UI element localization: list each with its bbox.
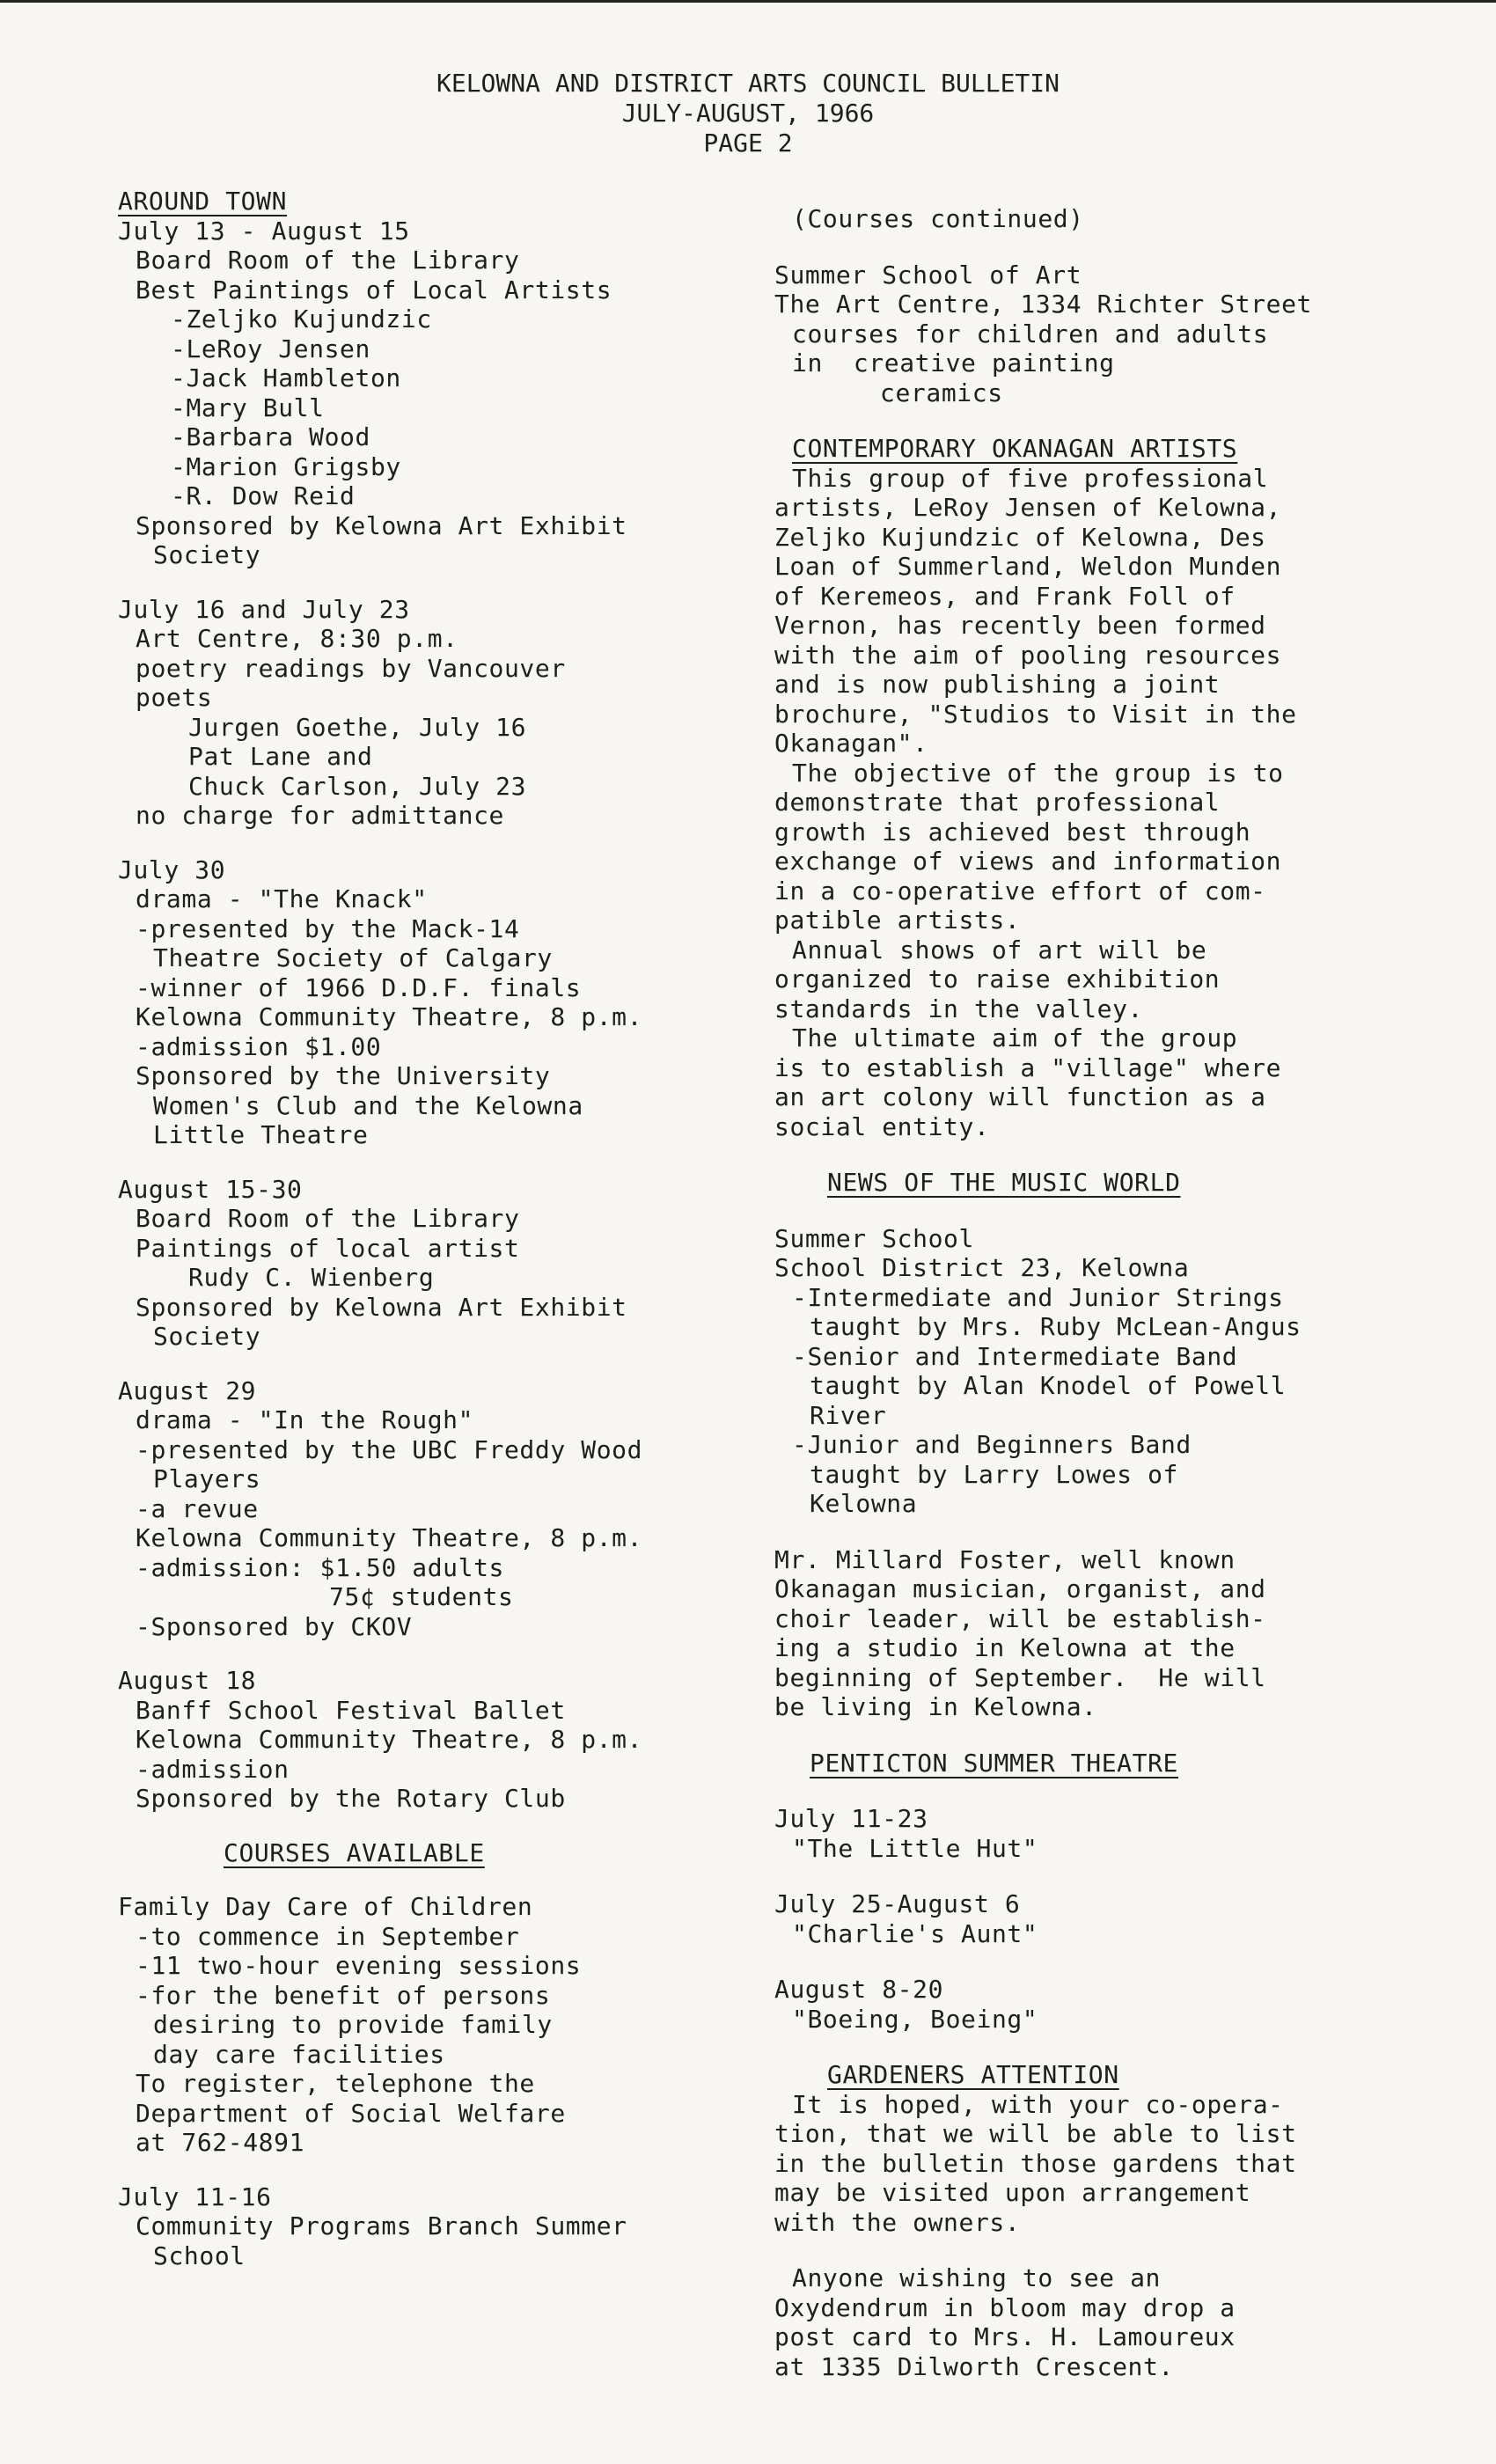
text-line: Mr. Millard Foster, well known <box>774 1544 1236 1574</box>
section-heading: GARDENERS ATTENTION <box>827 2060 1119 2089</box>
text-line: "Boeing, Boeing" <box>792 2004 1038 2034</box>
text-line: Pat Lane and <box>188 742 373 771</box>
text-line: River <box>810 1400 887 1430</box>
text-line: drama - "In the Rough" <box>136 1405 474 1434</box>
text-line: -Intermediate and Junior Strings <box>792 1282 1284 1312</box>
text-line: in the bulletin those gardens that <box>774 2148 1297 2178</box>
text-line: Players <box>153 1464 261 1493</box>
text-line: Paintings of local artist <box>136 1233 520 1263</box>
text-line: drama - "The Knack" <box>136 884 428 913</box>
text-line: tion, that we will be able to list <box>774 2119 1297 2148</box>
text-line: To register, telephone the <box>136 2069 535 2098</box>
text-line: The objective of the group is to <box>792 758 1284 788</box>
text-line: desiring to provide family <box>153 2010 553 2039</box>
text-line: -Jack Hambleton <box>171 363 401 392</box>
text-line: School District 23, Kelowna <box>774 1253 1190 1282</box>
text-line: -for the benefit of persons <box>136 1980 551 2010</box>
text-line: Sponsored by the Rotary Club <box>136 1784 566 1813</box>
text-line: -Junior and Beginners Band <box>792 1430 1192 1459</box>
text-line: -admission <box>136 1754 290 1784</box>
text-line: Theatre Society of Calgary <box>153 943 553 972</box>
section-heading: NEWS OF THE MUSIC WORLD <box>827 1168 1181 1197</box>
text-line: "The Little Hut" <box>792 1833 1038 1863</box>
text-line: Community Programs Branch Summer <box>136 2211 627 2240</box>
text-line: -LeRoy Jensen <box>171 334 370 363</box>
text-line: -Sponsored by CKOV <box>136 1611 413 1641</box>
text-line: August 8-20 <box>774 1975 944 2004</box>
text-line: artists, LeRoy Jensen of Kelowna, <box>774 493 1282 522</box>
text-line: -Barbara Wood <box>171 422 370 451</box>
section-heading: PENTICTON SUMMER THEATRE <box>810 1748 1178 1778</box>
text-line: Anyone wishing to see an <box>792 2263 1161 2292</box>
text-line: -11 two-hour evening sessions <box>136 1951 582 1980</box>
text-line: 75¢ students <box>329 1582 514 1611</box>
text-line: July 13 - August 15 <box>118 216 410 246</box>
text-line: Sponsored by the University <box>136 1061 551 1090</box>
text-line: -presented by the UBC Freddy Wood <box>136 1434 643 1464</box>
text-line: exchange of views and information <box>774 847 1282 876</box>
text-line: School <box>153 2240 246 2270</box>
text-line: beginning of September. He will <box>774 1662 1266 1692</box>
text-line: It is hoped, with your co-opera- <box>792 2089 1284 2119</box>
text-line: ing a studio in Kelowna at the <box>774 1633 1236 1662</box>
text-line: -presented by the Mack-14 <box>136 913 520 943</box>
text-line: Best Paintings of Local Artists <box>136 275 612 304</box>
text-line: at 762-4891 <box>136 2128 305 2157</box>
text-line: taught by Alan Knodel of Powell <box>810 1371 1287 1400</box>
text-line: in creative painting <box>792 348 1115 378</box>
text-line: taught by Mrs. Ruby McLean-Angus <box>810 1312 1302 1341</box>
text-line: ceramics <box>880 378 1003 407</box>
text-line: Zeljko Kujundzic of Kelowna, Des <box>774 522 1266 552</box>
text-line: day care facilities <box>153 2039 445 2069</box>
text-line: Oxydendrum in bloom may drop a <box>774 2292 1236 2322</box>
text-line: courses for children and adults <box>792 319 1269 348</box>
text-line: with the owners. <box>774 2207 1021 2237</box>
text-line: Family Day Care of Children <box>118 1892 533 1921</box>
text-line: no charge for admittance <box>136 801 504 830</box>
text-line: -Marion Grigsby <box>171 451 401 481</box>
section-heading: COURSES AVAILABLE <box>224 1837 485 1867</box>
text-line: Sponsored by Kelowna Art Exhibit <box>136 510 627 540</box>
text-line: Chuck Carlson, July 23 <box>188 771 527 801</box>
text-line: organized to raise exhibition <box>774 964 1221 994</box>
text-line: Kelowna Community Theatre, 8 p.m. <box>136 1002 643 1031</box>
text-line: -Mary Bull <box>171 392 325 422</box>
text-line: July 16 and July 23 <box>118 594 410 624</box>
text-line: poets <box>136 683 213 712</box>
text-line: in a co-operative effort of com- <box>774 876 1266 906</box>
text-line: August 29 <box>118 1375 257 1405</box>
text-line: Rudy C. Wienberg <box>188 1263 435 1292</box>
bulletin-header <box>0 69 1496 158</box>
text-line: July 11-16 <box>118 2182 272 2211</box>
text-line: "Charlie's Aunt" <box>792 1918 1038 1948</box>
section-heading: CONTEMPORARY OKANAGAN ARTISTS <box>792 434 1238 463</box>
text-line: Kelowna Community Theatre, 8 p.m. <box>136 1523 643 1552</box>
bulletin-date: JULY-AUGUST, 1966 <box>621 99 875 128</box>
text-line: be living in Kelowna. <box>774 1692 1097 1721</box>
text-line: Board Room of the Library <box>136 246 520 275</box>
text-line: The ultimate aim of the group <box>792 1023 1238 1052</box>
text-line: with the aim of pooling resources <box>774 640 1282 670</box>
text-line: -to commence in September <box>136 1921 520 1951</box>
text-line: patible artists. <box>774 906 1021 935</box>
text-line: -a revue <box>136 1493 259 1523</box>
text-line: -R. Dow Reid <box>171 481 356 510</box>
text-line: Art Centre, 8:30 p.m. <box>136 624 458 653</box>
text-line: -admission $1.00 <box>136 1031 382 1061</box>
text-line: at 1335 Dilworth Crescent. <box>774 2351 1174 2381</box>
text-line: -Senior and Intermediate Band <box>792 1341 1238 1371</box>
text-line: Kelowna Community Theatre, 8 p.m. <box>136 1725 643 1754</box>
text-line: brochure, "Studios to Visit in the <box>774 699 1297 729</box>
text-line: July 30 <box>118 854 226 884</box>
text-line: Little Theatre <box>153 1120 369 1149</box>
text-line: Kelowna <box>810 1489 918 1518</box>
text-line: Society <box>153 540 261 569</box>
page-top-edge <box>0 0 1496 3</box>
text-line: Vernon, has recently been formed <box>774 611 1266 640</box>
text-line: taught by Larry Lowes of <box>810 1459 1178 1489</box>
text-line: is to establish a "village" where <box>774 1052 1282 1082</box>
text-line: may be visited upon arrangement <box>774 2178 1251 2207</box>
text-line: Society <box>153 1322 261 1351</box>
page-number: PAGE 2 <box>703 128 793 158</box>
text-line: of Keremeos, and Frank Foll of <box>774 581 1236 611</box>
text-line: Banff School Festival Ballet <box>136 1695 566 1725</box>
section-heading: AROUND TOWN <box>118 187 288 216</box>
text-line: Women's Club and the Kelowna <box>153 1090 583 1120</box>
text-line: -Zeljko Kujundzic <box>171 304 432 334</box>
text-line: -winner of 1966 D.D.F. finals <box>136 972 582 1002</box>
text-line: Annual shows of art will be <box>792 935 1207 964</box>
text-line: Sponsored by Kelowna Art Exhibit <box>136 1292 627 1322</box>
text-line: Department of Social Welfare <box>136 2098 566 2128</box>
text-line: July 25-August 6 <box>774 1889 1021 1918</box>
text-line: social entity. <box>774 1111 990 1141</box>
text-line: and is now publishing a joint <box>774 670 1221 699</box>
text-line: an art colony will function as a <box>774 1082 1266 1111</box>
text-line: Summer School <box>774 1223 974 1253</box>
text-line: post card to Mrs. H. Lamoureux <box>774 2322 1236 2351</box>
text-line: August 15-30 <box>118 1174 303 1204</box>
text-line: choir leader, will be establish- <box>774 1603 1266 1633</box>
text-line: Loan of Summerland, Weldon Munden <box>774 552 1282 581</box>
text-line: Okanagan". <box>774 729 928 758</box>
text-line: Summer School of Art <box>774 260 1082 290</box>
text-line: Jurgen Goethe, July 16 <box>188 712 527 742</box>
text-line: August 18 <box>118 1666 257 1695</box>
text-line: standards in the valley. <box>774 994 1143 1023</box>
bulletin-title: KELOWNA AND DISTRICT ARTS COUNCIL BULLETIN <box>436 69 1060 98</box>
text-line: Board Room of the Library <box>136 1204 520 1233</box>
text-line: -admission: $1.50 adults <box>136 1552 504 1582</box>
text-line: demonstrate that professional <box>774 788 1221 817</box>
text-line: Okanagan musician, organist, and <box>774 1574 1266 1603</box>
text-line: poetry readings by Vancouver <box>136 653 566 683</box>
text-line: growth is achieved best through <box>774 817 1251 847</box>
text-line: The Art Centre, 1334 Richter Street <box>774 290 1313 319</box>
text-line: (Courses continued) <box>792 204 1084 233</box>
text-line: This group of five professional <box>792 463 1269 493</box>
text-line: July 11-23 <box>774 1804 928 1833</box>
